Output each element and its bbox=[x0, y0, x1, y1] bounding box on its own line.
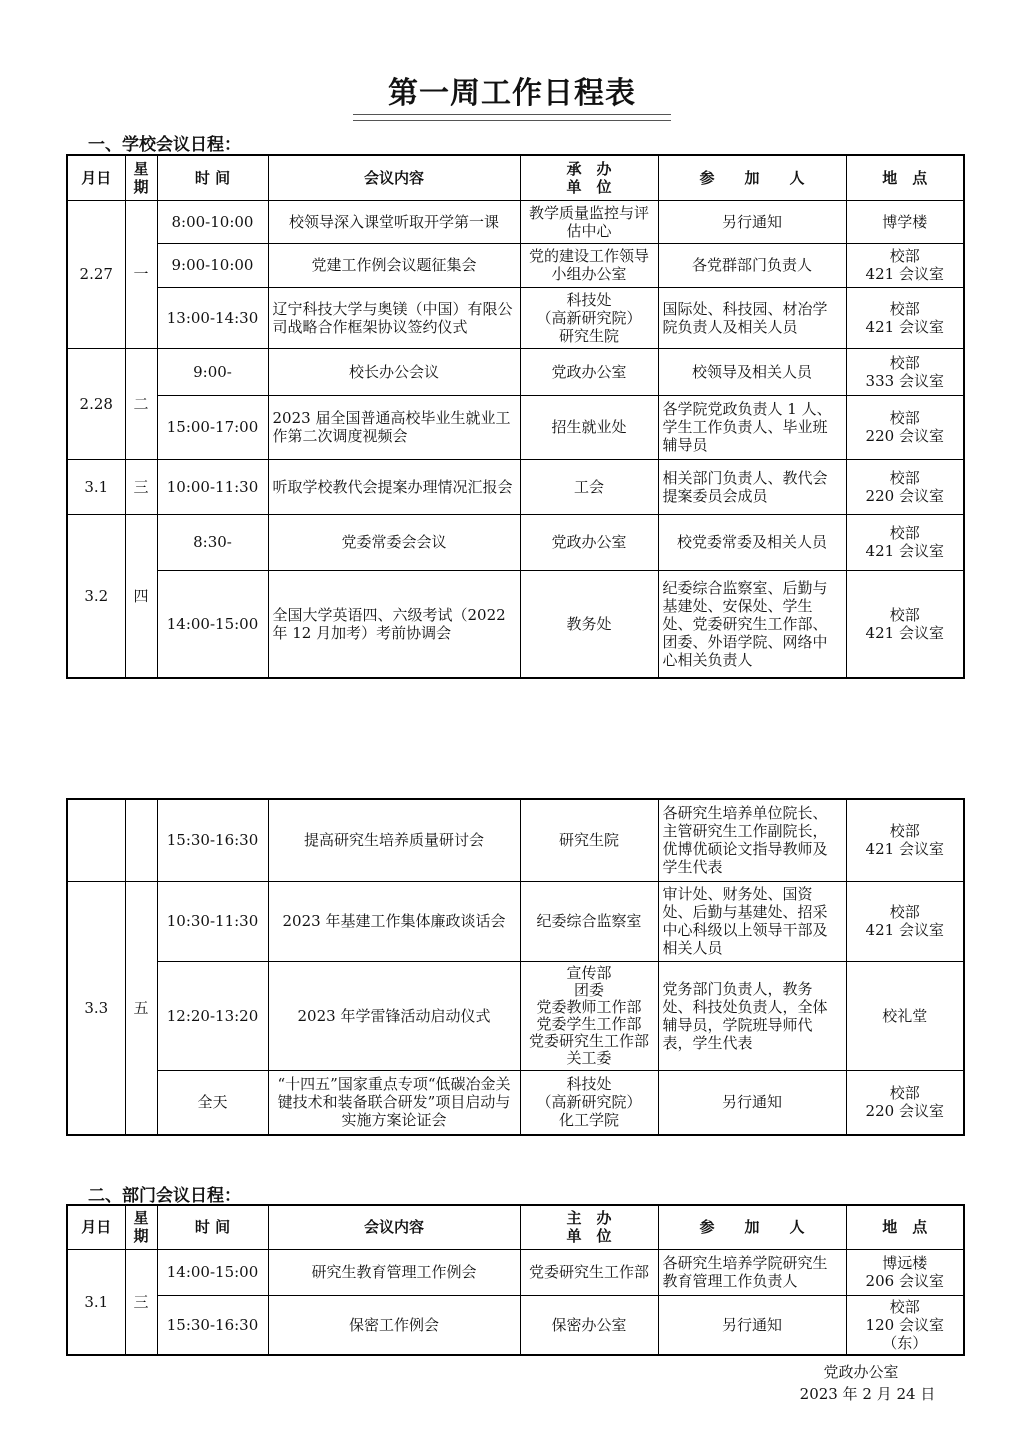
attendees-cell: 各学院党政负责人 1 人、学生工作负责人、毕业班辅导员 bbox=[658, 395, 846, 459]
table-row bbox=[67, 1295, 964, 1355]
header-content: 会议内容 bbox=[268, 1205, 520, 1249]
table-row bbox=[67, 1249, 964, 1295]
host-cell: 工会 bbox=[520, 459, 658, 514]
host-cell: 宣传部 团委 党委教师工作部 党委学生工作部 党委研究生工作部 关工委 bbox=[520, 961, 658, 1070]
content-cell: 保密工作例会 bbox=[268, 1295, 520, 1355]
time-cell: 10:30-11:30 bbox=[157, 881, 268, 961]
attendees-cell: 另行通知 bbox=[658, 200, 846, 243]
date-cell: 2.27 bbox=[67, 200, 125, 348]
attendees-cell: 党务部门负责人，教务处、科技处负责人，全体辅导员，学院班导师代表，学生代表 bbox=[658, 961, 846, 1070]
attendees-cell: 纪委综合监察室、后勤与基建处、安保处、学生处、党委研究生工作部、团委、外语学院、网络中心相关负责人 bbox=[658, 570, 846, 678]
title-underline bbox=[353, 114, 671, 121]
table-row bbox=[67, 200, 964, 243]
header-content: 会议内容 bbox=[268, 155, 520, 200]
weekday-cell: 五 bbox=[125, 881, 157, 1135]
content-cell: 辽宁科技大学与奥镁（中国）有限公司战略合作框架协议签约仪式 bbox=[268, 287, 520, 348]
attendees-cell: 各党群部门负责人 bbox=[658, 243, 846, 287]
place-cell: 校部 220 会议室 bbox=[846, 395, 964, 459]
attendees-cell: 校领导及相关人员 bbox=[658, 348, 846, 395]
weekday-cell: 三 bbox=[125, 459, 157, 514]
header-weekday: 星 期 bbox=[125, 1205, 157, 1249]
weekday-cell: 三 bbox=[125, 1249, 157, 1355]
date-cell bbox=[67, 799, 125, 881]
place-cell: 博学楼 bbox=[846, 200, 964, 243]
table-row bbox=[67, 1070, 964, 1135]
table-row bbox=[67, 348, 964, 395]
time-cell: 9:00- bbox=[157, 348, 268, 395]
date-cell: 3.2 bbox=[67, 514, 125, 678]
header-time: 时 间 bbox=[157, 1205, 268, 1249]
date-cell: 2.28 bbox=[67, 348, 125, 459]
time-cell: 15:00-17:00 bbox=[157, 395, 268, 459]
place-cell: 校礼堂 bbox=[846, 961, 964, 1070]
time-cell: 12:20-13:20 bbox=[157, 961, 268, 1070]
content-cell: 提高研究生培养质量研讨会 bbox=[268, 799, 520, 881]
table-header-row bbox=[67, 1205, 964, 1249]
content-cell: 2023 年基建工作集体廉政谈话会 bbox=[268, 881, 520, 961]
content-cell: 2023 年学雷锋活动启动仪式 bbox=[268, 961, 520, 1070]
section-school-meetings: 一、学校会议日程： bbox=[88, 135, 241, 155]
time-cell: 8:00-10:00 bbox=[157, 200, 268, 243]
header-attendees: 参 加 人 bbox=[658, 1205, 846, 1249]
table-row bbox=[67, 243, 964, 287]
time-cell: 15:30-16:30 bbox=[157, 1295, 268, 1355]
host-cell: 纪委综合监察室 bbox=[520, 881, 658, 961]
table-row bbox=[67, 799, 964, 881]
host-cell: 科技处 （高新研究院） 研究生院 bbox=[520, 287, 658, 348]
section-department-meetings: 二、部门会议日程： bbox=[88, 1186, 241, 1206]
time-cell: 10:00-11:30 bbox=[157, 459, 268, 514]
attendees-cell: 校党委常委及相关人员 bbox=[658, 514, 846, 570]
header-date: 月日 bbox=[67, 155, 125, 200]
date-cell: 3.1 bbox=[67, 459, 125, 514]
host-cell: 党政办公室 bbox=[520, 348, 658, 395]
content-cell: 党建工作例会议题征集会 bbox=[268, 243, 520, 287]
header-host: 主 办 单 位 bbox=[520, 1205, 658, 1249]
host-cell: 研究生院 bbox=[520, 799, 658, 881]
place-cell: 校部 120 会议室 （东） bbox=[846, 1295, 964, 1355]
host-cell: 党政办公室 bbox=[520, 514, 658, 570]
weekday-cell: 四 bbox=[125, 514, 157, 678]
footer-office: 党政办公室 bbox=[823, 1363, 899, 1381]
host-cell: 党的建设工作领导小组办公室 bbox=[520, 243, 658, 287]
place-cell: 校部 421 会议室 bbox=[846, 287, 964, 348]
school-meetings-table-continued bbox=[66, 798, 965, 1136]
date-cell: 3.3 bbox=[67, 881, 125, 1135]
header-time: 时 间 bbox=[157, 155, 268, 200]
host-cell: 招生就业处 bbox=[520, 395, 658, 459]
host-cell: 党委研究生工作部 bbox=[520, 1249, 658, 1295]
time-cell: 8:30- bbox=[157, 514, 268, 570]
place-cell: 校部 333 会议室 bbox=[846, 348, 964, 395]
table-header-row bbox=[67, 155, 964, 200]
content-cell: 校领导深入课堂听取开学第一课 bbox=[268, 200, 520, 243]
header-place: 地 点 bbox=[846, 155, 964, 200]
footer-date: 2023 年 2 月 24 日 bbox=[799, 1385, 936, 1403]
time-cell: 9:00-10:00 bbox=[157, 243, 268, 287]
host-cell: 科技处 （高新研究院） 化工学院 bbox=[520, 1070, 658, 1135]
header-host: 承 办 单 位 bbox=[520, 155, 658, 200]
attendees-cell: 审计处、财务处、国资处、后勤与基建处、招采中心科级以上领导干部及相关人员 bbox=[658, 881, 846, 961]
content-cell: “十四五”国家重点专项“低碳冶金关键技术和装备联合研发”项目启动与实施方案论证会 bbox=[268, 1070, 520, 1135]
table-row bbox=[67, 881, 964, 961]
content-cell: 听取学校教代会提案办理情况汇报会 bbox=[268, 459, 520, 514]
host-cell: 教务处 bbox=[520, 570, 658, 678]
time-cell: 14:00-15:00 bbox=[157, 570, 268, 678]
date-cell: 3.1 bbox=[67, 1249, 125, 1355]
place-cell: 校部 220 会议室 bbox=[846, 1070, 964, 1135]
time-cell: 15:30-16:30 bbox=[157, 799, 268, 881]
content-cell: 党委常委会会议 bbox=[268, 514, 520, 570]
attendees-cell: 各研究生培养学院研究生教育管理工作负责人 bbox=[658, 1249, 846, 1295]
page-title: 第一周工作日程表 bbox=[388, 76, 636, 111]
table-row bbox=[67, 961, 964, 1070]
table-row bbox=[67, 287, 964, 348]
header-place: 地 点 bbox=[846, 1205, 964, 1249]
department-meetings-table bbox=[66, 1204, 965, 1356]
host-cell: 保密办公室 bbox=[520, 1295, 658, 1355]
weekday-cell bbox=[125, 799, 157, 881]
attendees-cell: 国际处、科技园、材冶学院负责人及相关人员 bbox=[658, 287, 846, 348]
school-meetings-table bbox=[66, 154, 965, 679]
table-row bbox=[67, 459, 964, 514]
place-cell: 校部 421 会议室 bbox=[846, 570, 964, 678]
place-cell: 校部 421 会议室 bbox=[846, 799, 964, 881]
attendees-cell: 另行通知 bbox=[658, 1295, 846, 1355]
content-cell: 研究生教育管理工作例会 bbox=[268, 1249, 520, 1295]
content-cell: 2023 届全国普通高校毕业生就业工作第二次调度视频会 bbox=[268, 395, 520, 459]
time-cell: 14:00-15:00 bbox=[157, 1249, 268, 1295]
content-cell: 全国大学英语四、六级考试（2022 年 12 月加考）考前协调会 bbox=[268, 570, 520, 678]
host-cell: 教学质量监控与评估中心 bbox=[520, 200, 658, 243]
weekday-cell: 一 bbox=[125, 200, 157, 348]
place-cell: 博远楼 206 会议室 bbox=[846, 1249, 964, 1295]
weekday-cell: 二 bbox=[125, 348, 157, 459]
header-weekday: 星 期 bbox=[125, 155, 157, 200]
table-row bbox=[67, 395, 964, 459]
content-cell: 校长办公会议 bbox=[268, 348, 520, 395]
place-cell: 校部 421 会议室 bbox=[846, 514, 964, 570]
place-cell: 校部 220 会议室 bbox=[846, 459, 964, 514]
time-cell: 全天 bbox=[157, 1070, 268, 1135]
header-date: 月日 bbox=[67, 1205, 125, 1249]
time-cell: 13:00-14:30 bbox=[157, 287, 268, 348]
place-cell: 校部 421 会议室 bbox=[846, 881, 964, 961]
attendees-cell: 各研究生培养单位院长、主管研究生工作副院长，优博优硕论文指导教师及学生代表 bbox=[658, 799, 846, 881]
place-cell: 校部 421 会议室 bbox=[846, 243, 964, 287]
attendees-cell: 相关部门负责人、教代会提案委员会成员 bbox=[658, 459, 846, 514]
attendees-cell: 另行通知 bbox=[658, 1070, 846, 1135]
table-row bbox=[67, 570, 964, 678]
table-row bbox=[67, 514, 964, 570]
header-attendees: 参 加 人 bbox=[658, 155, 846, 200]
